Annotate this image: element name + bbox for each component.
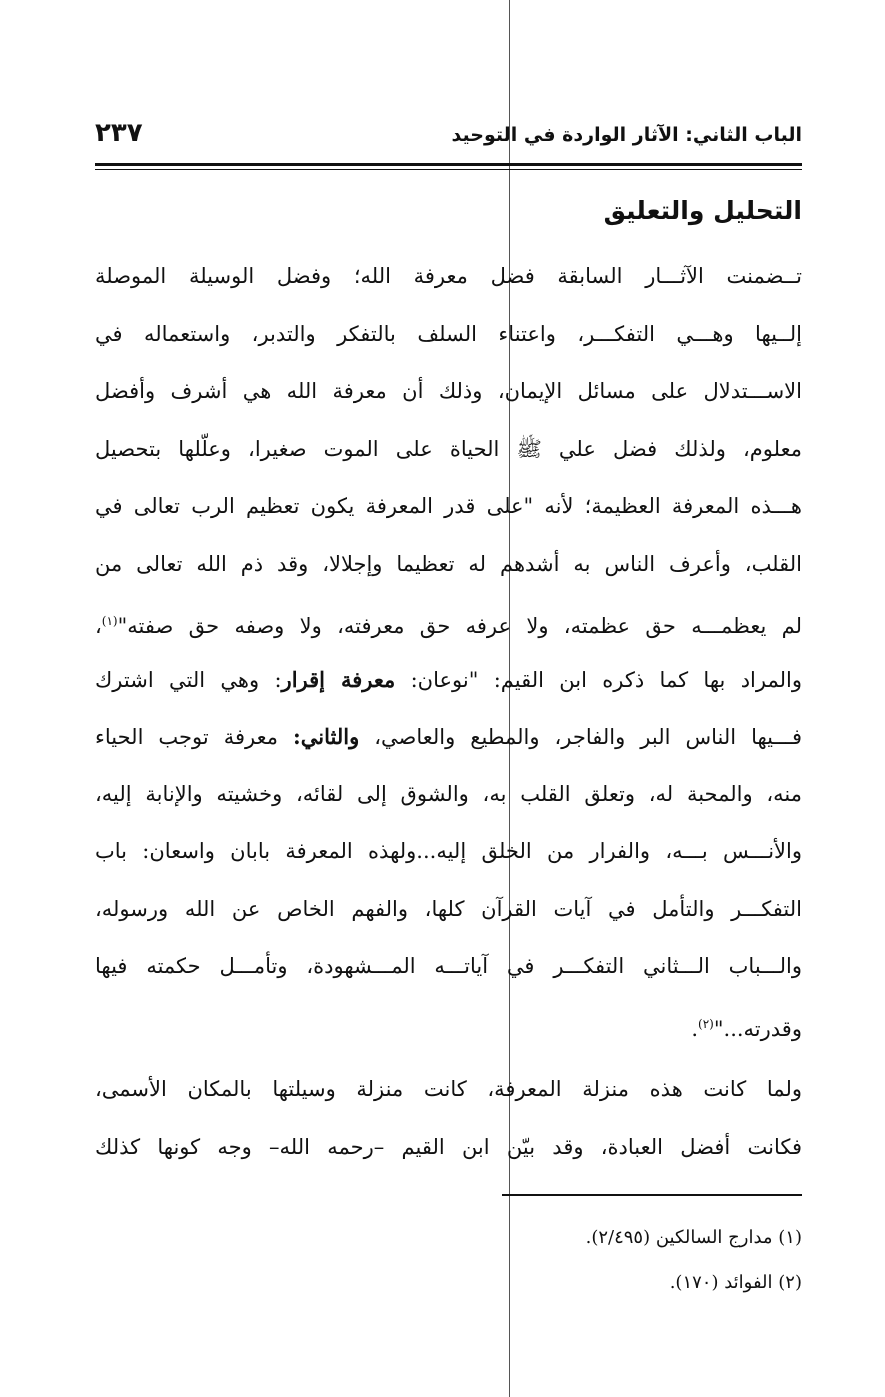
- body-line: القلب، وأعرف الناس به أشدهم له تعظيما وإجلالا، وقد ذم الله تعالى من: [95, 551, 802, 576]
- body-line: فكانت أفضل العبادة، وقد بيّن ابن القيم –رحمه الله– وجه كونها كذلك: [95, 1134, 802, 1159]
- body-line: [95, 593, 802, 651]
- footnote-2: (٢) الفوائد (١٧٠).: [669, 1272, 802, 1293]
- body-line-punct: ،: [95, 614, 102, 638]
- body-line-text: فـــيها الناس البر والفاجر، والمطيع والعاصي،: [374, 725, 802, 749]
- body-line: ولما كانت هذه منزلة المعرفة، كانت منزلة وسيلتها بالمكان الأسمى،: [95, 1077, 802, 1101]
- footnote-ref-2: (٢): [698, 1016, 714, 1031]
- body-line-text: والمراد بها كما ذكره ابن القيم: "نوعان:: [410, 667, 802, 692]
- body-line-text: معرفة توجب الحياء: [95, 725, 293, 749]
- header-rule-thick: [95, 163, 802, 166]
- body-line: [95, 996, 802, 1054]
- section-title: التحليل والتعليق: [603, 196, 802, 225]
- footnote-ref-1: (١): [101, 614, 118, 628]
- footnote-separator: [502, 1194, 802, 1196]
- body-line: تــضمنت الآثـــار السابقة فضل معرفة الله؛ وفضل الوسيلة الموصلة: [95, 264, 802, 288]
- footnotes: [586, 1215, 802, 1305]
- body-line: معلوم، ولذلك فضل علي ﷺ الحياة على الموت صغيرا، وعلّلها بتحصيل: [95, 436, 802, 461]
- body-line: [95, 708, 802, 766]
- body-line-text: لم يعظمـــه حق عظمته، ولا عرفه حق معرفته، ولا وصفه حق صفته": [117, 614, 802, 638]
- header-rule-thin: [95, 169, 802, 170]
- footnote-1: (١) مدارج السالكين (٢/٤٩٥).: [585, 1227, 802, 1248]
- body-line-text: وقدرته...": [713, 1016, 802, 1041]
- page-number: ٢٣٧: [95, 118, 143, 148]
- running-title: الباب الثاني: الآثار الواردة في التوحيد: [451, 124, 802, 146]
- body-line: منه، والمحبة له، وتعلق القلب به، والشوق إلى لقائه، وخشيته والإنابة إليه،: [95, 781, 802, 806]
- body-line: هـــذه المعرفة العظيمة؛ لأنه "على قدر المعرفة يكون تعظيم الرب تعالى في: [95, 494, 802, 518]
- body-line: والـــباب الـــثاني التفكـــر في آياتـــه المـــشهودة، وتأمـــل حكمته فيها: [95, 954, 802, 978]
- body-line: والأنـــس بـــه، والفرار من الخلق إليه...ولهذه المعرفة بابان واسعان: باب: [95, 839, 802, 863]
- page-header: [95, 118, 802, 160]
- body-line: التفكـــر والتأمل في آيات القرآن كلها، والفهم الخاص عن الله ورسوله،: [95, 896, 802, 921]
- body-text: [95, 248, 802, 1176]
- bold-term: معرفة إقرار: [281, 666, 396, 692]
- body-line: الاســـتدلال على مسائل الإيمان، وذلك أن معرفة الله هي أشرف وأفضل: [95, 379, 802, 403]
- body-line: [95, 651, 802, 709]
- body-line: إلــيها وهـــي التفكـــر، واعتناء السلف بالتفكر والتدبر، واستعماله في: [95, 321, 802, 346]
- body-line-text: : وهي التي اشترك: [95, 667, 282, 692]
- body-line-punct: .: [691, 1016, 699, 1041]
- bold-term: والثاني:: [293, 724, 360, 749]
